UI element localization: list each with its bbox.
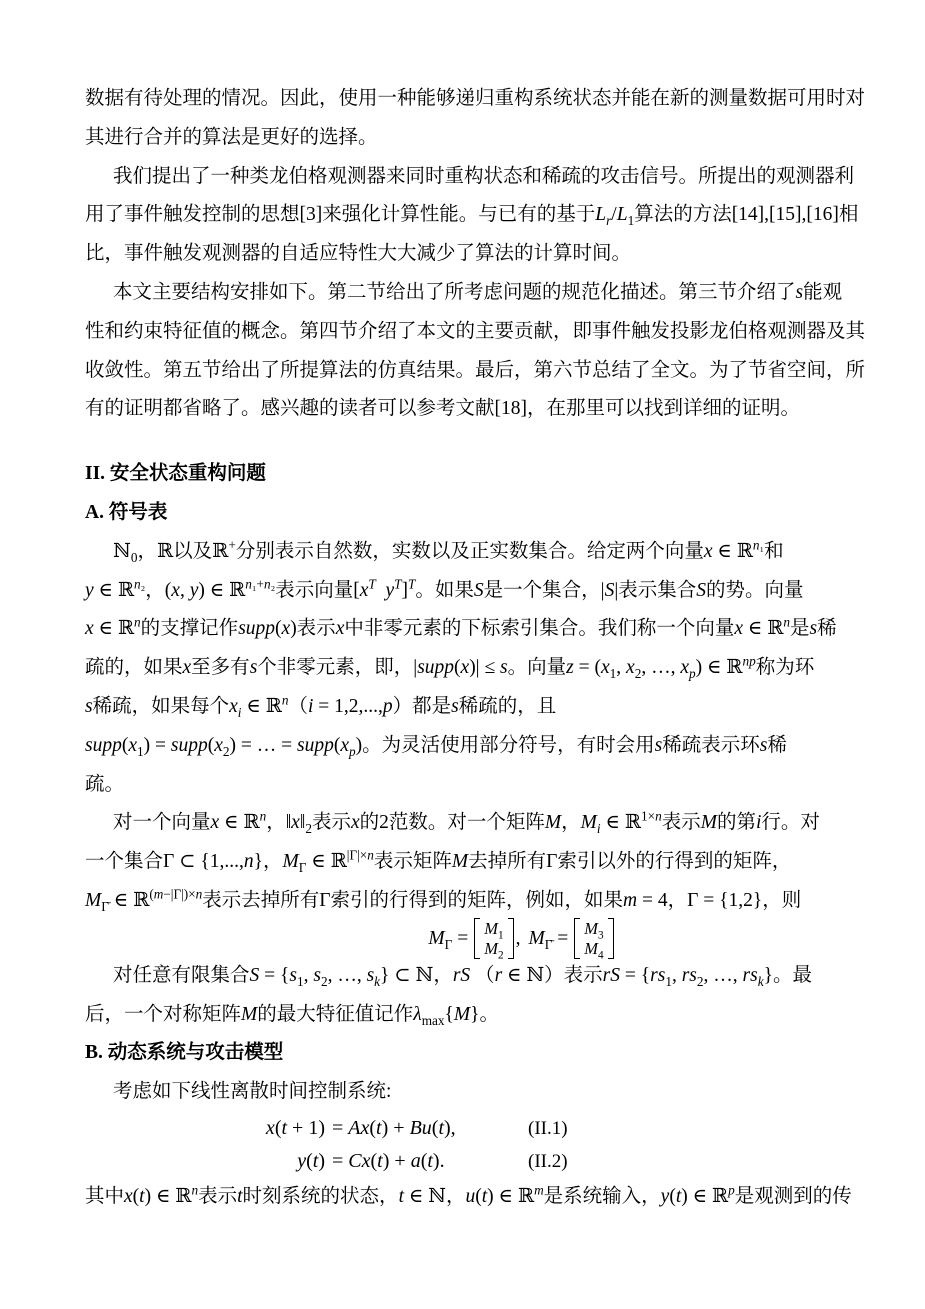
text-line: $supp(x_1)$ = $supp(x_2)$ = … = $supp(x_p)$。为灵活使用部分符号，有时会用s稀疏表示环s稀	[85, 734, 787, 759]
matrix-brackets	[574, 918, 613, 962]
subsection-a-heading: A. 符号表	[85, 501, 168, 523]
equation-row	[85, 1112, 891, 1145]
content-column	[85, 80, 891, 1217]
matrix-equation	[85, 919, 891, 962]
matrix-1	[428, 918, 513, 962]
equation-lhs: y(t)	[297, 1149, 325, 1172]
text-line: 用了事件触发控制的思想[3]来强化计算性能。与已有的基于$L_r/L_1$算法的方法[14],[15],[16]相	[85, 204, 859, 229]
matrix-entry: $M_1$	[484, 919, 504, 942]
text-line: 有的证明都省略了。感兴趣的读者可以参考文献[18]，在那里可以找到详细的证明。	[85, 398, 800, 420]
text-line: 其进行合并的算法是更好的选择。	[85, 126, 378, 148]
matrix-2	[528, 918, 613, 962]
right-bracket	[608, 918, 614, 959]
text-line: 一个集合Γ ⊂ {1,...,n}，$M_\Gamma$ ∈ ℝ$^{|\Gamma|\times n}$表示矩阵M去掉所有Γ索引以外的行得到的矩阵，	[85, 847, 792, 876]
equation-lhs: x(t + 1)	[265, 1116, 325, 1139]
text-line: s稀疏，如果每个$x_i$ ∈ ℝ$^n$（i = 1,2,...,p）都是s稀疏的，且	[85, 692, 557, 720]
notation-paragraph-3	[85, 957, 891, 1035]
matrix-entry: $M_2$	[484, 938, 504, 962]
matrix-brackets	[474, 918, 513, 962]
equation-rhs: = Ax(t) + Bu(t),	[332, 1116, 456, 1139]
intro-paragraph-3	[85, 274, 891, 429]
text-line: 对一个向量x ∈ ℝ$^n$，$‖x‖_2$表示x的2范数。对一个矩阵M，$M_i$ ∈ ℝ$^{1\times n}$表示M的第i行。对	[113, 808, 820, 837]
equation-rhs: = Cx(t) + a(t).	[332, 1149, 445, 1172]
text-line: 疏的，如果x至多有s个非零元素，即，|supp(x)| ≤ s。向量$z = (x_1$, $x_2$, …, $x_p$) ∈ ℝ$^{np}$称为环	[85, 653, 815, 682]
text-line: 后，一个对称矩阵M的最大特征值记作$\lambda_{max}\{M\}$。	[85, 1003, 500, 1028]
text-line: $M_{\Gammā}$ ∈ ℝ$^{(m-|\Gamma|)\times n}$表示去掉所有Γ索引的行得到的矩阵，例如，如果m = 4，Γ = {1,2}，则	[85, 886, 802, 914]
subsection-b-heading: B. 动态系统与攻击模型	[85, 1042, 284, 1064]
text-line: ℕ$_0$，ℝ以及ℝ+分别表示自然数，实数以及正实数集合。给定两个向量x ∈ ℝ$^{n_1}$和	[113, 537, 784, 565]
system-intro-line: 考虑如下线性离散时间控制系统:	[113, 1081, 392, 1103]
text-line: 我们提出了一种类龙伯格观测器来同时重构状态和稀疏的攻击信号。所提出的观测器利	[113, 165, 855, 187]
notation-paragraph-1	[85, 533, 891, 805]
text-line: 收敛性。第五节给出了所提算法的仿真结果。最后，第六节总结了全文。为了节省空间，所	[85, 359, 866, 381]
equation-label: (II.1)	[528, 1117, 568, 1139]
text-line: x ∈ ℝ$^n$的支撑记作supp(x)表示x中非零元素的下标索引集合。我们称一个向量x ∈ ℝ$^n$是s稀	[85, 614, 837, 640]
text-line: 本文主要结构安排如下。第二节给出了所考虑问题的规范化描述。第三节介绍了s能观	[113, 281, 843, 303]
equation-label: (II.2)	[528, 1150, 568, 1172]
matrix-entry: $M_4$	[584, 938, 604, 962]
matrix-entry: $M_3$	[584, 919, 604, 942]
intro-paragraph-2	[85, 158, 891, 274]
matrix-lhs: $M_\Gamma$ =	[428, 927, 469, 952]
text-line: 性和约束特征值的概念。第四节介绍了本文的主要贡献，即事件触发投影龙伯格观测器及其	[85, 320, 866, 342]
right-bracket	[508, 918, 514, 959]
section-heading: II. 安全状态重构问题	[85, 463, 266, 485]
matrix-lhs: $M_{\Gammā}$ =	[528, 927, 569, 952]
closing-line: 其中x(t) ∈ ℝ$^n$表示t时刻系统的状态，t ∈ ℕ，u(t) ∈ ℝ$^m$是系统输入，y(t) ∈ ℝ$^p$是观测到的传	[85, 1182, 852, 1207]
equation-row	[85, 1145, 891, 1178]
text-line: 数据有待处理的情况。因此，使用一种能够递归重构系统状态并能在新的测量数据可用时对	[85, 88, 866, 109]
notation-paragraph-2	[85, 804, 891, 920]
text-line: 对任意有限集合$S = \{s_1$, $s_2$, …, $s_k$} ⊂ ℕ，rS （r ∈ ℕ）表示rS = {$rs_1$, $rs_2$, …, $rs_k$}。最	[113, 964, 812, 989]
text-line: 比，事件触发观测器的自适应特性大大减少了算法的计算时间。	[85, 243, 632, 265]
text-line: 疏。	[85, 773, 125, 795]
intro-paragraph-1	[85, 80, 891, 158]
matrix-separator: ,	[515, 927, 521, 949]
equations-block	[85, 1112, 891, 1178]
text-line: y ∈ ℝ$^{n_2}$，(x, y) ∈ ℝ$^{n_1+n_2}$表示向量[$x^T$ $y^T]^T$。如果S是一个集合，|S|表示集合S的势。向量	[85, 576, 804, 601]
